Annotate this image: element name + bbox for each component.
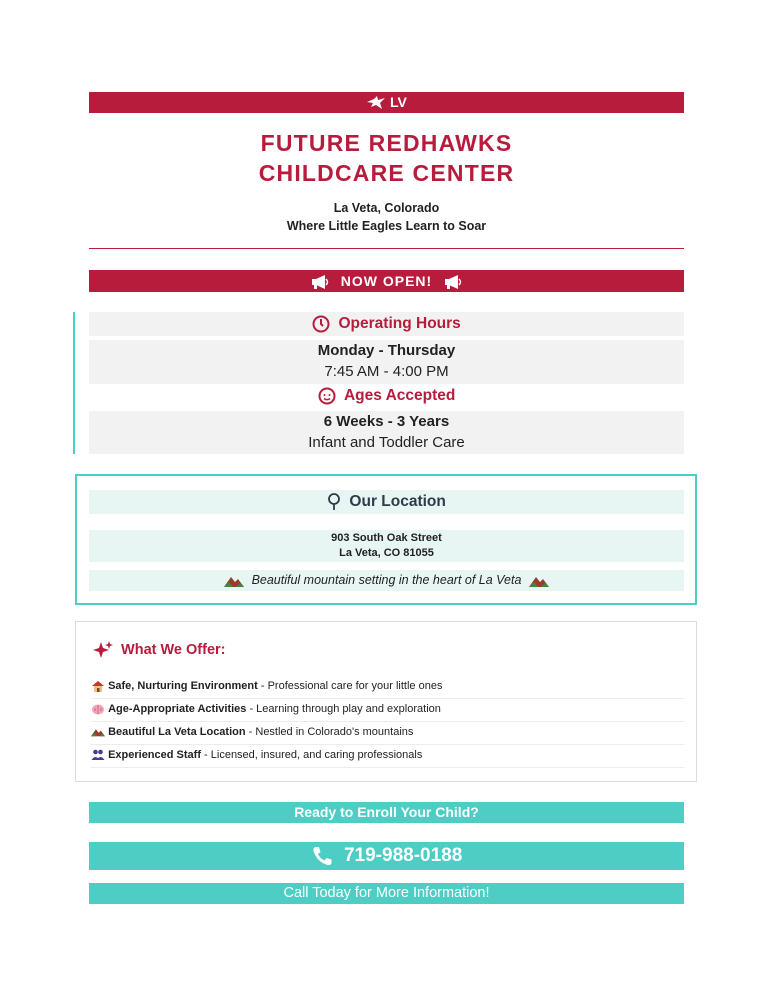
map-pin-icon <box>327 493 341 511</box>
ages-heading-text: Ages Accepted <box>343 387 456 404</box>
ages-care-type: Infant and Toddler Care <box>308 434 465 451</box>
bird-icon <box>366 96 386 110</box>
enroll-prompt: Ready to Enroll Your Child? <box>89 802 684 823</box>
title-line-1: FUTURE REDHAWKS <box>260 130 513 156</box>
address-city: La Veta, CO 81055 <box>339 547 434 559</box>
hours-accent-border <box>73 312 75 454</box>
address-street: 903 South Oak Street <box>331 532 442 544</box>
title-line-2: CHILDCARE CENTER <box>258 160 515 186</box>
brain-icon <box>91 703 105 716</box>
offer-heading-text: What We Offer: <box>121 642 226 658</box>
ages-panel <box>89 411 684 454</box>
offer-item <box>91 675 684 699</box>
mountain-icon <box>224 575 244 587</box>
people-icon <box>91 749 105 761</box>
page-title <box>89 128 684 188</box>
offer-item <box>91 721 684 745</box>
house-icon <box>91 680 105 693</box>
offer-item-title: Beautiful La Veta Location <box>108 726 246 738</box>
subtitle <box>89 199 684 235</box>
hours-times: 7:45 AM - 4:00 PM <box>324 363 449 380</box>
hours-days <box>89 340 684 361</box>
location-text: La Veta, Colorado <box>333 201 440 215</box>
offer-item-desc: - Professional care for your little ones <box>257 680 443 692</box>
phone-bar[interactable] <box>89 842 684 870</box>
setting-line <box>89 570 684 591</box>
ages-range-text: 6 Weeks - 3 Years <box>323 413 450 430</box>
hours-days-text: Monday - Thursday <box>317 342 456 359</box>
logo-bar <box>89 92 684 113</box>
divider <box>89 248 684 249</box>
address-block <box>89 530 684 562</box>
now-open-banner <box>89 270 684 292</box>
hours-panel <box>89 340 684 384</box>
call-today-footer: Call Today for More Information! <box>89 883 684 904</box>
phone-icon <box>311 846 333 866</box>
mountain-icon <box>529 575 549 587</box>
hours-heading <box>89 312 684 336</box>
megaphone-icon <box>310 274 330 290</box>
phone-number[interactable]: 719-988-0188 <box>343 845 463 866</box>
offer-item-title: Age-Appropriate Activities <box>108 703 247 715</box>
sparkle-icon <box>93 641 113 659</box>
banner-text: NOW OPEN! <box>340 273 433 289</box>
hours-heading-text: Operating Hours <box>338 315 461 332</box>
offer-heading <box>93 638 225 662</box>
offer-item-desc: - Licensed, insured, and caring professionals <box>200 749 423 761</box>
mountain-icon <box>91 726 105 738</box>
megaphone-icon <box>443 274 463 290</box>
offer-item <box>91 744 684 768</box>
offer-item <box>91 698 684 722</box>
tagline: Where Little Eagles Learn to Soar <box>286 219 487 233</box>
baby-icon <box>318 387 336 405</box>
setting-text: Beautiful mountain setting in the heart of La Veta <box>251 573 522 587</box>
location-heading-text: Our Location <box>349 493 446 510</box>
ages-heading <box>89 384 684 408</box>
location-heading <box>89 490 684 514</box>
clock-icon <box>312 315 330 333</box>
logo-text: LV <box>390 94 407 110</box>
offer-item-title: Safe, Nurturing Environment <box>108 680 258 692</box>
offer-item-desc: - Nestled in Colorado's mountains <box>245 726 414 738</box>
offer-item-title: Experienced Staff <box>108 749 201 761</box>
ages-range <box>89 411 684 432</box>
offer-item-desc: - Learning through play and exploration <box>246 703 441 715</box>
